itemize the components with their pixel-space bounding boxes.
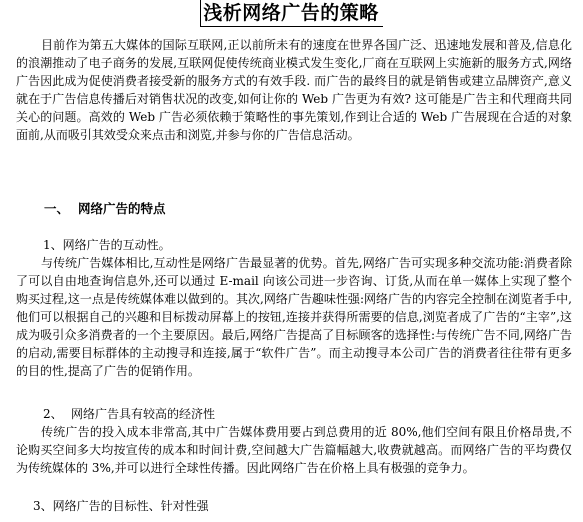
subsection-heading-economy (43, 405, 215, 423)
interactivity-paragraph: 与传统广告媒体相比,互动性是网络广告最显著的优势。首先,网络广告可实现多种交流功能:消费者除了可以自由地查询信息外,还可以通过 E-mail 向该公司进一步咨询、订货,从而在单一媒体上实现了整个购买过程,这一点是传统媒体难以做到的。其次,网络广告趣味性强:网络广告的内容完全控制在浏览者手中,他们可以根据自己的兴趣和目标拨动屏幕上的按钮,连接并获得所需要的信息,浏览者成了广告的“主宰”,这成为吸引众多消费者的一个主要原因。最后,网络广告提高了目标顾客的选择性:与传统广告不同,网络广告的启动,需要目标群体的主动搜寻和连接,属于“软件广告”。而主动搜寻本公司广告的消费者往往带有更多的目的性,提高了广告的促销作用。 (16, 256, 572, 378)
intro-paragraph: 目前作为第五大媒体的国际互联网,正以前所未有的速度在世界各国广泛、迅速地发展和普及,信息化的浪潮推动了电子商务的发展,互联网促使传统商业模式发生变化,厂商在互联网上实施新的服务方式,网络广告因此成为促使消费者接受新的服务方式的有效手段. 而广告的最终目的就是销售或建立品牌资产,意义就在于广告信息传播后对销售状况的改变,如何让你的 Web 广告更为有效? 这可能是广告主和代理商共同关心的问题。高效的 Web 广告必须依赖于策略性的事先策划,作到让合适的 Web 广告展现在合适的对象面前,从而吸引其效受众来点击和浏览,并参与你的广告信息活动。 (16, 38, 572, 142)
economy-paragraph: 传统广告的投入成本非常高,其中广告媒体费用要占到总费用的近 80%,他们空间有限且价格昂贵,不论购买空间多大均按宣传的成本和时间计费,空间越大广告篇幅越大,收费就越高。而网络广告的平均费仅为传统媒体的 3%,并可以进行全球性传播。因此网络广告在价格上具有极强的竞争力。 (16, 425, 572, 475)
section-heading-text: 网络广告的特点 (78, 201, 166, 216)
document-title-text: 浅析网络广告的策略 (200, 0, 383, 27)
subsection-heading-text: 网络广告具有较高的经济性 (71, 407, 216, 421)
section-heading (44, 200, 166, 218)
subsection-number: 2、 (43, 407, 63, 421)
section-number: 一、 (44, 201, 70, 216)
document-title (0, 0, 583, 27)
subsection-heading-targeting: 3、网络广告的目标性、针对性强 (33, 499, 209, 513)
subsection-heading-interactivity: 1、网络广告的互动性。 (43, 238, 171, 252)
